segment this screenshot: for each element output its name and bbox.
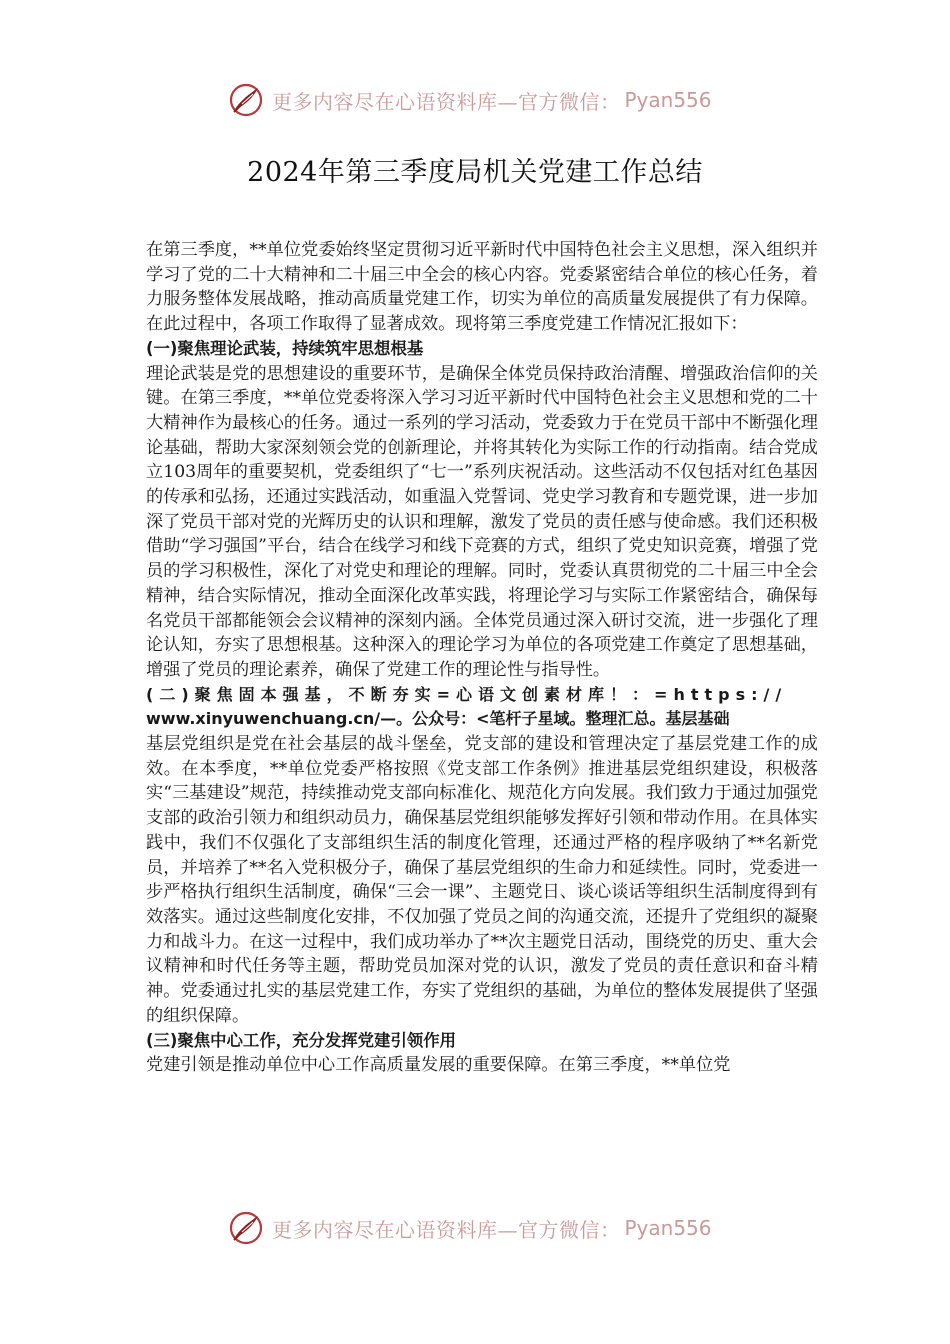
watermark-banner-bottom	[228, 1206, 748, 1250]
section-2-heading-line-1: (二)聚焦固本强基，不断夯实=心语文创素材库！：=https://	[146, 684, 788, 704]
section-3-heading: (三)聚焦中心工作，充分发挥党建引领作用	[146, 1030, 457, 1050]
quill-logo-icon	[228, 1210, 264, 1246]
section-2-paragraph: 基层党组织是党在社会基层的战斗堡垒，党支部的建设和管理决定了基层党建工作的成效。在本季度，**单位党委严格按照《党支部工作条例》推进基层党组织建设，积极落实“三基建设”规范，持续推动党支部向标准化、规范化方向发展。我们致力于通过加强党支部的政治引领力和组织动员力，确保基层党组织能够发挥好引领和带动作用。在具体实践中，我们不仅强化了支部组织生活的制度化管理，还通过严格的程序吸纳了**名新党员，并培养了**名入党积极分子，确保了基层党组织的生命力和延续性。同时，党委进一步严格执行组织生活制度，确保“三会一课”、主题党日、谈心谈话等组织生活制度得到有效落实。通过这些制度化安排，不仅加强了党员之间的沟通交流，还提升了党组织的凝聚力和战斗力。在这一过程中，我们成功举办了**次主题党日活动，围绕党的历史、重大会议精神和时代任务等主题，帮助党员加深对党的认识，激发了党员的责任意识和奋斗精神。党委通过扎实的基层党建工作，夯实了党组织的基础，为单位的整体发展提供了坚强的组织保障。	[146, 734, 818, 1026]
watermark-text: 更多内容尽在心语资料库—官方微信：	[272, 1217, 621, 1242]
intro-paragraph: 在第三季度，**单位党委始终坚定贯彻习近平新时代中国特色社会主义思想，深入组织并学习了党的二十大精神和二十届三中全会的核心内容。党委紧密结合单位的核心任务，着力服务整体发展战略，推动高质量党建工作，切实为单位的高质量发展提供了有力保障。在此过程中，各项工作取得了显著成效。现将第三季度党建工作情况汇报如下：	[146, 240, 818, 335]
quill-logo-icon	[228, 82, 264, 118]
watermark-text: 更多内容尽在心语资料库—官方微信：	[272, 89, 621, 114]
section-3-paragraph: 党建引领是推动单位中心工作高质量发展的重要保障。在第三季度，**单位党	[146, 1055, 731, 1076]
section-1-paragraph: 理论武装是党的思想建设的重要环节，是确保全体党员保持政治清醒、增强政治信仰的关键。在第三季度，**单位党委将深入学习习近平新时代中国特色社会主义思想和党的二十大精神作为最核心的任务。通过一系列的学习活动，党委致力于在党员干部中不断强化理论基础，帮助大家深刻领会党的创新理论，并将其转化为实际工作的行动指南。结合党成立103周年的重要契机，党委组织了“七一”系列庆祝活动。这些活动不仅包括对红色基因的传承和弘扬，还通过实践活动，如重温入党誓词、党史学习教育和专题党课，进一步加深了党员干部对党的光辉历史的认识和理解，激发了党员的责任感与使命感。我们还积极借助“学习强国”平台，结合在线学习和线下竞赛的方式，组织了党史知识竞赛，增强了党员的学习积极性，深化了对党史和理论的理解。同时，党委认真贯彻党的二十届三中全会精神，结合实际情况，推动全面深化改革实践，将理论学习与实际工作紧密结合，确保每名党员干部都能领会会议精神的深刻内涵。全体党员通过深入研讨交流，进一步强化了理论认知，夯实了思想根基。这种深入的理论学习为单位的各项党建工作奠定了思想基础，增强了党员的理论素养，确保了党建工作的理论性与指导性。	[146, 363, 818, 680]
document-body	[146, 238, 818, 1078]
watermark-banner-top	[228, 78, 748, 122]
section-2-heading-line-2: www.xinyuwenchuang.cn/—。公众号：<笔杆子星域。整理汇总。基层基础	[146, 709, 730, 729]
watermark-wechat-id: Pyan556	[624, 88, 712, 112]
watermark-wechat-id: Pyan556	[624, 1216, 712, 1240]
section-1-heading: (一)聚焦理论武装，持续筑牢思想根基	[146, 338, 424, 358]
document-title: 2024年第三季度局机关党建工作总结	[247, 157, 703, 188]
